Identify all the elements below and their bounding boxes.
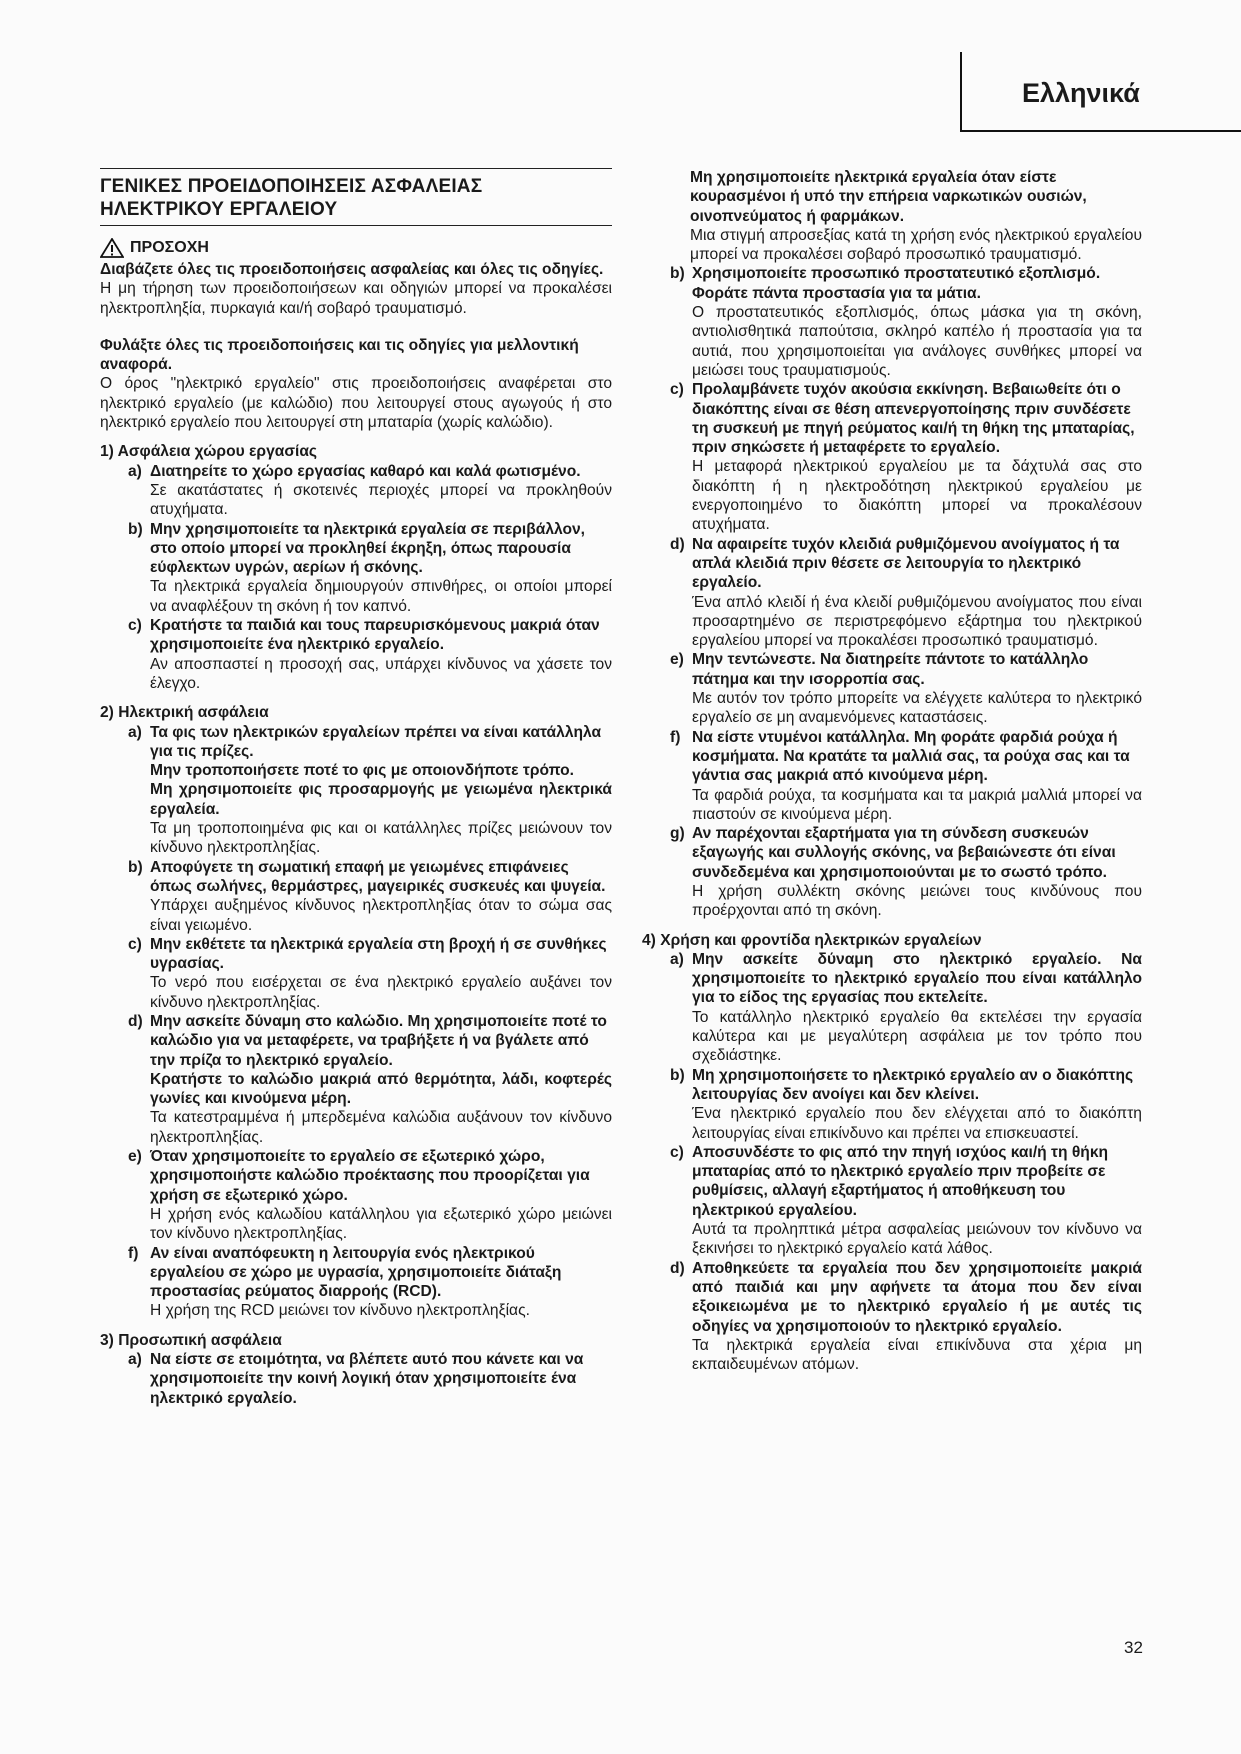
item-bold: Κρατήστε τα παιδιά και τους παρευρισκόμενους μακριά όταν χρησιμοποιείτε ένα ηλεκτρικό εργαλείο. xyxy=(150,617,600,654)
item-bold: Μη χρησιμοποιήσετε το ηλεκτρικό εργαλείο αν ο διακόπτης λειτουργίας δεν ανοίγει και δεν κλείνει. xyxy=(692,1066,1134,1103)
keep-instructions-text: Ο όρος "ηλεκτρικό εργαλείο" στις προειδοποιήσεις αναφέρεται στο ηλεκτρικό εργαλείο (με καλώδιο) που λειτουργεί στους αγωγούς ή στο ηλεκτρικό εργαλείο που λειτουργεί στη μπαταρία (χωρίς καλώδιο). xyxy=(100,375,612,432)
item-bold: Χρησιμοποιείτε προσωπικό προστατευτικό εξοπλισμό. Φοράτε πάντα προστασία για τα μάτια. xyxy=(692,265,1101,302)
item-text: Το νερό που εισέρχεται σε ένα ηλεκτρικό εργαλείο αυξάνει τον κίνδυνο ηλεκτροπληξίας. xyxy=(150,974,612,1011)
list-item xyxy=(128,520,612,616)
item-bold: Αποθηκεύετε τα εργαλεία που δεν χρησιμοποιείτε μακριά από παιδιά και μην αφήνετε τα άτομα που δεν είναι εξοικειωμένα με το ηλεκτρικό εργαλείο ή με αυτές τις οδηγίες να χρησιμοποιούν το ηλεκτρικό εργαλείο. xyxy=(692,1259,1142,1335)
language-label: Ελληνικά xyxy=(1022,78,1140,108)
list-item xyxy=(670,1066,1142,1143)
list-item xyxy=(128,1147,612,1243)
title-line-1: ΓΕΝΙΚΕΣ ΠΡΟΕΙΔΟΠΟΙΗΣΕΙΣ ΑΣΦΑΛΕΙΑΣ xyxy=(100,176,483,197)
item-text: Η μεταφορά ηλεκτρικού εργαλείου με τα δάχτυλά σας στο διακόπτη ή η ηλεκτροδότηση ηλεκτρικού εργαλείου με ενεργοποιημένο το διακόπτη μπορεί να προκαλέσουν ατυχήματα. xyxy=(692,458,1142,534)
item-text: Τα ηλεκτρικά εργαλεία δημιουργούν σπινθήρες, οι οποίοι μπορεί να αναφλέξουν τη σκόνη ή τον καπνό. xyxy=(150,578,612,615)
item-bold: Όταν χρησιμοποιείτε το εργαλείο σε εξωτερικό χώρο, χρησιμοποιήστε καλώδιο προέκτασης που προορίζεται για χρήση σε εξωτερικό χώρο. xyxy=(150,1148,590,1204)
list-item xyxy=(670,380,1142,534)
item-label: a) xyxy=(128,462,142,480)
item-bold: Να είστε σε ετοιμότητα, να βλέπετε αυτό που κάνετε και να χρησιμοποιείτε την κοινή λογική όταν χρησιμοποιείτε ένα ηλεκτρικό εργαλείο. xyxy=(150,1351,584,1407)
warning-triangle-icon xyxy=(100,238,124,258)
list-item xyxy=(670,535,1142,651)
list-item xyxy=(670,650,1142,727)
item-label: e) xyxy=(128,1148,142,1166)
caution-label: ΠΡΟΣΟΧΗ xyxy=(130,239,209,257)
item-text: Τα φαρδιά ρούχα, τα κοσμήματα και τα μακριά μαλλιά μπορεί να πιαστούν σε κινούμενα μέρη. xyxy=(692,786,1142,823)
item-text: Ο προστατευτικός εξοπλισμός, όπως μάσκα για τη σκόνη, αντιολισθητικά παπούτσια, σκληρό καπέλο ή προστασία για τα αυτιά, που χρησιμοποιείται για ανάλογες συνθήκες μπορεί να μειώσει τους τραυματισμούς. xyxy=(692,304,1142,379)
item-bold: Να είστε ντυμένοι κατάλληλα. Μη φοράτε φαρδιά ρούχα ή κοσμήματα. Να κρατάτε τα μαλλιά σας, τα ρούχα σας και τα γάντια σας μακριά από κινούμενα μέρη. xyxy=(692,728,1130,785)
list-item xyxy=(670,1259,1142,1375)
list-item xyxy=(128,616,612,693)
item-text: Η χρήση της RCD μειώνει τον κίνδυνο ηλεκτροπληξίας. xyxy=(150,1302,530,1320)
item-bold: Αν είναι αναπόφευκτη η λειτουργία ενός ηλεκτρικού εργαλείου σε χώρο με υγρασία, χρησιμοποιείτε διάταξη προστασίας ρεύματος διαρροής (RCD). xyxy=(150,1244,562,1301)
list-item xyxy=(670,950,1142,1066)
intro-bold: Διαβάζετε όλες τις προειδοποιήσεις ασφαλείας και όλες τις οδηγίες. xyxy=(100,261,604,278)
item-bold: Μην ασκείτε δύναμη στο ηλεκτρικό εργαλείο. Να χρησιμοποιείτε το ηλεκτρικό εργαλείο που είναι κατάλληλο για το είδος της εργασίας που εκτελείτε. xyxy=(692,950,1142,1007)
list-item xyxy=(670,1143,1142,1259)
item-label: a) xyxy=(128,1351,142,1369)
list-item xyxy=(128,1012,612,1147)
list-item xyxy=(670,264,1142,380)
item-label: f) xyxy=(670,728,681,746)
item-label: a) xyxy=(128,723,142,741)
item-bold-3: Μη χρησιμοποιείτε φις προσαρμογής με γειωμένα ηλεκτρικά εργαλεία. xyxy=(150,781,612,818)
item-bold: Αν παρέχονται εξαρτήματα για τη σύνδεση συσκευών εξαγωγής και συλλογής σκόνης, να βεβαιώνεστε ότι είναι συνδεδεμένα και χρησιμοποιούνται με το σωστό τρόπο. xyxy=(692,825,1116,881)
item-text: Η χρήση συλλέκτη σκόνης μειώνει τους κινδύνους που προέρχονται από τη σκόνη. xyxy=(692,882,1142,920)
list-item xyxy=(670,824,1142,920)
item-label: f) xyxy=(128,1244,139,1262)
intro-text: Η μη τήρηση των προειδοποιήσεων και οδηγιών μπορεί να προκαλέσει ηλεκτροπληξία, πυρκαγιά και/ή σοβαρό τραυματισμό. xyxy=(100,280,612,317)
item-bold: Αποφύγετε τη σωματική επαφή με γειωμένες επιφάνειες όπως σωλήνες, θερμάστρες, μαγειρικές συσκευές και ψυγεία. xyxy=(150,858,606,895)
keep-instructions-bold: Φυλάξτε όλες τις προειδοποιήσεις και τις οδηγίες για μελλοντική αναφορά. xyxy=(100,336,579,374)
item-text: Ένα ηλεκτρικό εργαλείο που δεν ελέγχεται από το διακόπτη λειτουργίας είναι επικίνδυνο και πρέπει να επισκευαστεί. xyxy=(692,1105,1142,1142)
item-label: b) xyxy=(128,520,143,538)
continued-text: Μια στιγμή απροσεξίας κατά τη χρήση ενός ηλεκτρικού εργαλείου μπορεί να προκαλέσει σοβαρό προσωπικό τραυματισμό. xyxy=(690,226,1142,264)
item-bold-2: Μην τροποποιήσετε ποτέ το φις με οποιονδήποτε τρόπο. xyxy=(150,762,574,780)
item-bold: Διατηρείτε το χώρο εργασίας καθαρό και καλά φωτισμένο. xyxy=(150,462,581,480)
item-bold-2: Κρατήστε το καλώδιο μακριά από θερμότητα, λάδι, κοφτερές γωνίες και κινούμενα μέρη. xyxy=(150,1070,612,1108)
section-4-title: 4) Χρήση και φροντίδα ηλεκτρικών εργαλείων xyxy=(642,931,982,949)
item-bold: Μην χρησιμοποιείτε τα ηλεκτρικά εργαλεία σε περιβάλλον, στο οποίο μπορεί να προκληθεί έκρηξη, όπως παρουσία εύφλεκτων υγρών, αερίων ή σκόνης. xyxy=(150,520,586,577)
item-label: b) xyxy=(670,1066,685,1084)
section-heading xyxy=(100,168,612,226)
item-label: c) xyxy=(670,381,684,399)
caution-heading xyxy=(100,238,612,258)
list-item xyxy=(128,935,612,1012)
item-bold: Μην εκθέτετε τα ηλεκτρικά εργαλεία στη βροχή ή σε συνθήκες υγρασίας. xyxy=(150,935,607,973)
item-bold: Μην τεντώνεστε. Να διατηρείτε πάντοτε το κατάλληλο πάτημα και την ισορροπία σας. xyxy=(692,651,1089,688)
item-label: d) xyxy=(670,1259,685,1277)
right-column xyxy=(642,168,1142,1374)
list-item xyxy=(128,1350,612,1408)
item-bold: Να αφαιρείτε τυχόν κλειδιά ρυθμιζόμενου ανοίγματος ή τα απλά κλειδιά πριν θέσετε σε λειτουργία το ηλεκτρικό εργαλείο. xyxy=(692,535,1120,592)
item-text: Τα μη τροποποιημένα φις και οι κατάλληλες πρίζες μειώνουν τον κίνδυνο ηλεκτροπληξίας. xyxy=(150,820,612,857)
item-text: Με αυτόν τον τρόπο μπορείτε να ελέγχετε καλύτερα το ηλεκτρικό εργαλείο σε μη αναμενόμενες καταστάσεις. xyxy=(692,690,1142,727)
item-text: Το κατάλληλο ηλεκτρικό εργαλείο θα εκτελέσει την εργασία καλύτερα και με μεγαλύτερη ασφάλεια με τον τρόπο που σχεδιάστηκε. xyxy=(692,1008,1142,1065)
item-text: Ένα απλό κλειδί ή ένα κλειδί ρυθμιζόμενου ανοίγματος που είναι προσαρτημένο σε περιστρεφόμενο εξάρτημα του ηλεκτρικού εργαλείου μπορεί να προκαλέσει προσωπικό τραυματισμό. xyxy=(692,593,1142,650)
item-label: c) xyxy=(128,935,142,953)
left-column xyxy=(100,168,612,1408)
list-item xyxy=(128,462,612,520)
item-label: c) xyxy=(670,1143,684,1161)
list-item xyxy=(128,1244,612,1321)
page-number: 32 xyxy=(1124,1638,1143,1657)
item-bold: Τα φις των ηλεκτρικών εργαλείων πρέπει να είναι κατάλληλα για τις πρίζες. xyxy=(150,723,602,760)
continued-bold: Μη χρησιμοποιείτε ηλεκτρικά εργαλεία όταν είστε κουρασμένοι ή υπό την επήρεια ναρκωτικών ουσιών, οινοπνεύματος ή φαρμάκων. xyxy=(690,169,1087,225)
section-2-title: 2) Ηλεκτρική ασφάλεια xyxy=(100,704,269,722)
item-label: d) xyxy=(670,535,685,553)
item-label: d) xyxy=(128,1012,143,1030)
item-bold: Προλαμβάνετε τυχόν ακούσια εκκίνηση. Βεβαιωθείτε ότι ο διακόπτης είναι σε θέση απενεργοποίησης πριν συνδέσετε τη συσκευή με πηγή ρεύματος και/ή τη θήκη της μπαταρίας, πριν σηκώσετε ή μεταφέρετε το εργαλείο. xyxy=(692,381,1135,457)
item-label: b) xyxy=(670,265,685,283)
item-text: Σε ακατάστατες ή σκοτεινές περιοχές μπορεί να προκληθούν ατυχήματα. xyxy=(150,481,612,519)
item-label: b) xyxy=(128,858,143,876)
section-1-title: 1) Ασφάλεια χώρου εργασίας xyxy=(100,443,318,461)
title-line-2: ΗΛΕΚΤΡΙΚΟΥ ΕΡΓΑΛΕΙΟΥ xyxy=(100,199,338,220)
item-text: Αν αποσπαστεί η προσοχή σας, υπάρχει κίνδυνος να χάσετε τον έλεγχο. xyxy=(150,655,612,692)
item-text: Τα κατεστραμμένα ή μπερδεμένα καλώδια αυξάνουν τον κίνδυνο ηλεκτροπληξίας. xyxy=(150,1109,612,1146)
item-label: a) xyxy=(670,950,684,968)
item-text: Τα ηλεκτρικά εργαλεία είναι επικίνδυνα στα χέρια μη εκπαιδευμένων ατόμων. xyxy=(692,1336,1142,1374)
list-item xyxy=(128,858,612,935)
item-bold: Μην ασκείτε δύναμη στο καλώδιο. Μη χρησιμοποιείτε ποτέ το καλώδιο για να μεταφέρετε, να τραβήξετε ή να βγάλετε από την πρίζα το ηλεκτρικό εργαλείο. xyxy=(150,1012,607,1069)
list-item xyxy=(670,728,1142,824)
item-text: Αυτά τα προληπτικά μέτρα ασφαλείας μειώνουν τον κίνδυνο να ξεκινήσει το ηλεκτρικό εργαλείο κατά λάθος. xyxy=(692,1221,1142,1258)
item-text: Υπάρχει αυξημένος κίνδυνος ηλεκτροπληξίας όταν το σώμα σας είναι γειωμένο. xyxy=(150,897,612,934)
item-label: c) xyxy=(128,617,142,635)
item-label: e) xyxy=(670,651,684,669)
section-3-title: 3) Προσωπική ασφάλεια xyxy=(100,1331,282,1349)
item-bold: Αποσυνδέστε το φις από την πηγή ισχύος και/ή τη θήκη μπαταρίας από το ηλεκτρικό εργαλείο πριν προβείτε σε ρυθμίσεις, αλλαγή εξαρτήματος ή αποθήκευση του ηλεκτρικού εργαλείου. xyxy=(692,1143,1109,1219)
list-item xyxy=(128,723,612,858)
item-label: g) xyxy=(670,825,685,843)
item-text: Η χρήση ενός καλωδίου κατάλληλου για εξωτερικό χώρο μειώνει τον κίνδυνο ηλεκτροπληξίας. xyxy=(150,1205,612,1243)
